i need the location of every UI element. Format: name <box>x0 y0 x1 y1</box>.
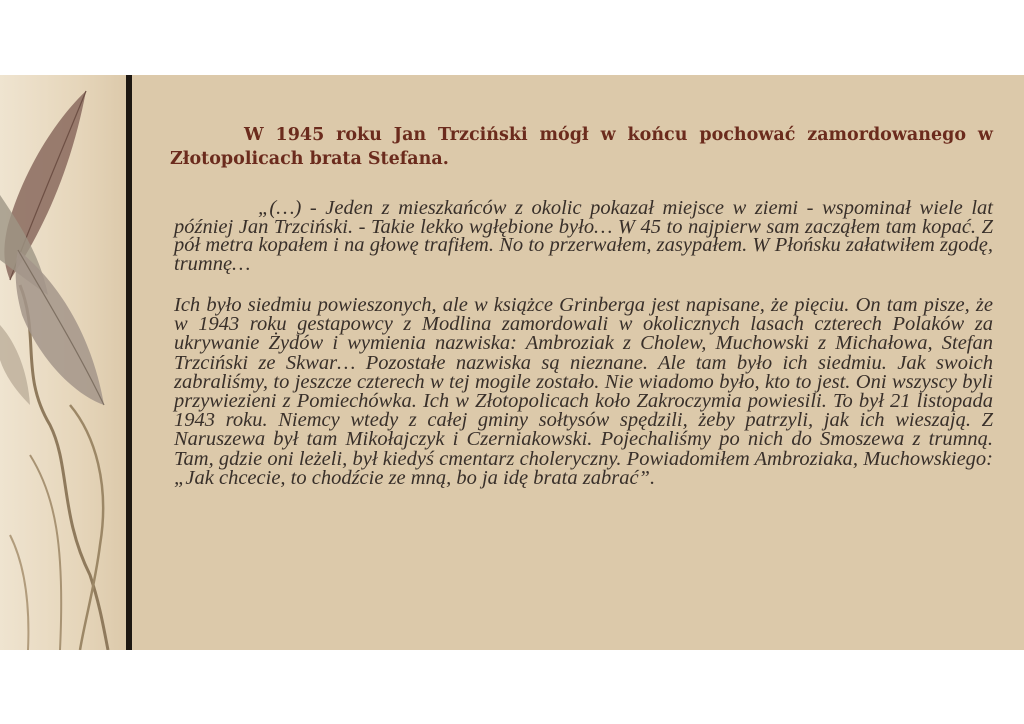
body-paragraph: Ich było siedmiu powieszonych, ale w książce Grinberga jest napisane, że pięciu. On tam pisze, że w 1943 roku gestapowcy z Modlina zamordowali w okolicznych lasach czterech Polaków za ukrywanie Żydów i wymienia nazwiska: Ambroziak z Cholew, Muchowski z Michałowa, Stefan Trzciński ze Skwar… Pozostałe nazwiska są nieznane. Ale tam było ich siedmiu. Jak swoich zabraliśmy, to jeszcze czterech w tej mogile zostało. Nie wiadomo było, kto to jest. Oni wszyscy byli przywiezieni z Pomiechówka. Ich w Złotopolicach koło Zakroczymia powiesili. To był 21 listopada 1943 roku. Niemcy wtedy z całej gminy sołtysów spędzili, żeby patrzyli, jak ich wieszają. Z Naruszewa był tam Mikołajczyk i Czerniakowski. Pojechaliśmy po nich do Smoszewa z trumną. Tam, gdzie oni leżeli, był kiedyś cmentarz choleryczny. Powiadomiłem Ambroziaka, Muchowskiego: „Jak chcecie, to chodźcie ze mną, bo ja idę brata zabrać”. <box>174 294 993 489</box>
quote-paragraph <box>174 199 993 273</box>
heading <box>170 123 993 171</box>
slide <box>0 75 1024 650</box>
leaf-decoration-panel <box>0 75 128 650</box>
dried-leaves-icon <box>0 75 128 650</box>
quote-text: „(…) - Jeden z mieszkańców z okolic pokazał miejsce w ziemi - wspominał wiele lat później Jan Trzciński. - Takie lekko wgłębione było… W 45 to najpierw sam zacząłem tam kopać. Z pół metra kopałem i na głowę trafiłem. No to przerwałem, zasypałem. W Płońsku załatwiłem zgodę, trumnę… <box>174 197 993 275</box>
vertical-divider <box>126 75 132 650</box>
heading-text: W 1945 roku Jan Trzciński mógł w końcu pochować zamordowanego w Złotopolicach brata Stefana. <box>170 125 993 169</box>
